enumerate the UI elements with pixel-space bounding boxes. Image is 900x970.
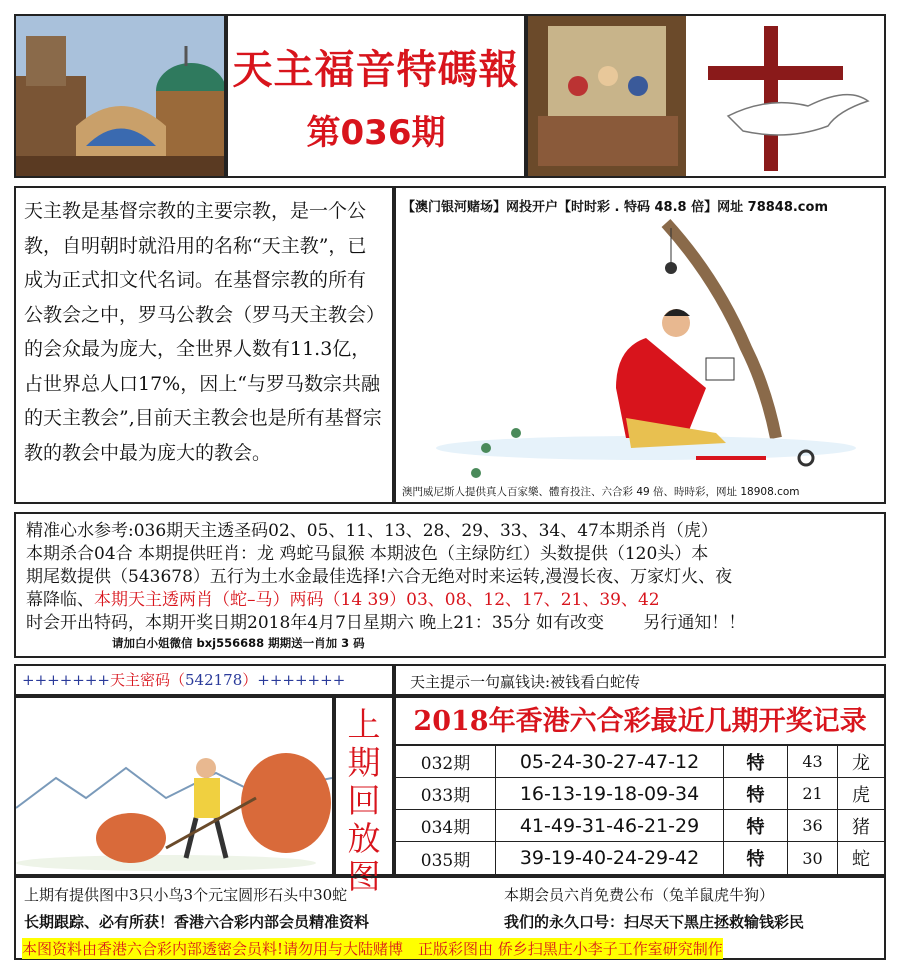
row-special-label: 特 (724, 842, 788, 874)
row-special: 43 (788, 746, 838, 777)
info-line-1: 精准心水参考:036期天主透圣码02、05、11、13、28、29、33、34、47本期杀肖（虎） (26, 521, 718, 541)
info-line-4-start: 幕降临、 (26, 590, 94, 610)
row-special: 30 (788, 842, 838, 874)
footer-box (14, 876, 886, 960)
pushing-stone-illustration (16, 698, 332, 874)
row-zodiac: 虎 (852, 784, 870, 806)
newspaper-title: 天主福音特碼報 (232, 47, 520, 93)
wechat-contact-line: 请加白小姐微信 bxj556688 期期送一肖加 3 码 (112, 636, 365, 650)
replay-char-3: 回 (347, 781, 381, 820)
row-numbers: 05-24-30-27-47-12 (496, 746, 724, 777)
row-numbers: 39-19-40-24-29-42 (496, 842, 724, 874)
prediction-info-box (14, 512, 886, 658)
secret-code-box (14, 664, 394, 696)
code-prefix: +++++++ (22, 671, 110, 689)
church-illustration (16, 16, 224, 176)
header-title-box (226, 14, 526, 178)
row-special-label: 特 (724, 746, 788, 777)
footer-disclaimer: 本图资料由香港六合彩内部透密会员料!请勿用与大陆赌博 正版彩图由 侨乡扫黑庄小李子工作室研究制作 (22, 940, 723, 958)
row-issue: 032期 (396, 746, 496, 777)
footer-six-zodiac: 本期会员六肖免费公布（兔羊鼠虎牛狗） (504, 886, 775, 904)
table-row (396, 842, 884, 874)
code-suffix: +++++++ (257, 671, 346, 689)
info-line-3: 期尾数提供（543678）五行为土水金最佳选择!六合无绝对时来运转,漫漫长夜、万家灯火、夜 (26, 567, 733, 587)
table-row (396, 746, 884, 778)
info-line-4-highlight: 本期天主透两肖（蛇–马）两码（14 39）03、08、12、17、21、39、42 (94, 590, 660, 610)
info-line-2: 本期杀合04合 本期提供旺肖：龙 鸡蛇马鼠猴 本期波色（主绿防红）头数提供（120头）本 (26, 544, 709, 564)
ad-line-bottom: 澳門威尼斯人提供真人百家樂、體育投注、六合彩 49 倍、時時彩，网址 18908.com (402, 486, 800, 498)
cross-dove-illustration (528, 16, 884, 176)
row-zodiac: 猪 (852, 816, 870, 838)
footer-last-issue: 上期有提供图中3只小鸟3个元宝圆形石头中30蛇 (24, 886, 348, 904)
replay-char-4: 放 (347, 819, 381, 858)
table-row (396, 778, 884, 810)
footer-follow: 长期跟踪、必有所获！香港六合彩内部会员精准资料 (24, 913, 370, 931)
info-line-4 (26, 589, 874, 612)
code-paren: ） (242, 671, 258, 689)
lottery-results-table (394, 696, 886, 876)
last-issue-replay-label (334, 696, 394, 896)
ad-line-top: 【澳门银河赌场】网投开户【时时彩 . 特码 48.8 倍】网址 78848.com (402, 200, 828, 215)
row-numbers: 41-49-31-46-21-29 (496, 810, 724, 841)
replay-char-5: 图 (347, 857, 381, 896)
church-photo (14, 14, 226, 178)
money-tip: 天主提示一句赢钱诀:被钱看白蛇传 (394, 664, 886, 696)
ad-illustration-panel (394, 186, 886, 504)
table-row (396, 810, 884, 842)
reading-man-illustration (416, 218, 876, 478)
row-special: 21 (788, 778, 838, 809)
row-issue: 034期 (396, 810, 496, 841)
replay-char-2: 期 (347, 743, 381, 782)
row-issue: 033期 (396, 778, 496, 809)
row-special: 36 (788, 810, 838, 841)
row-zodiac: 蛇 (852, 849, 870, 870)
replay-illustration (14, 696, 334, 876)
code-label: 天主密码（ (109, 671, 185, 689)
catholic-intro-text: 天主教是基督宗教的主要宗教，是一个公教，自明朝时就沿用的名称“天主教”，已成为正式扣文代名词。在基督宗教的所有公教会之中，罗马公教会（罗马天主教会）的会众最为庞大，全世界人数有11.3亿，占世界总人口17%，因上“与罗马数宗共融的天主教会”,目前天主教会也是所有基督宗教的教会中最为庞大的教会。 (14, 186, 394, 504)
last-supper-cross-image (526, 14, 886, 178)
code-number: 542178 (185, 671, 243, 689)
replay-char-1: 上 (347, 705, 381, 744)
row-numbers: 16-13-19-18-09-34 (496, 778, 724, 809)
info-line-5: 时会开出特码，本期开奖日期2018年4月7日星期六 晚上21：35分 如有改变 另行通知！！ (26, 613, 746, 633)
results-title: 2018年香港六合彩最近几期开奖记录 (396, 698, 884, 746)
row-zodiac: 龙 (852, 752, 870, 774)
row-special-label: 特 (724, 778, 788, 809)
row-issue: 035期 (396, 842, 496, 874)
issue-number: 第036期 (306, 113, 446, 153)
row-special-label: 特 (724, 810, 788, 841)
footer-slogan: 我们的永久口号：扫尽天下黑庄拯救输钱彩民 (504, 913, 805, 931)
